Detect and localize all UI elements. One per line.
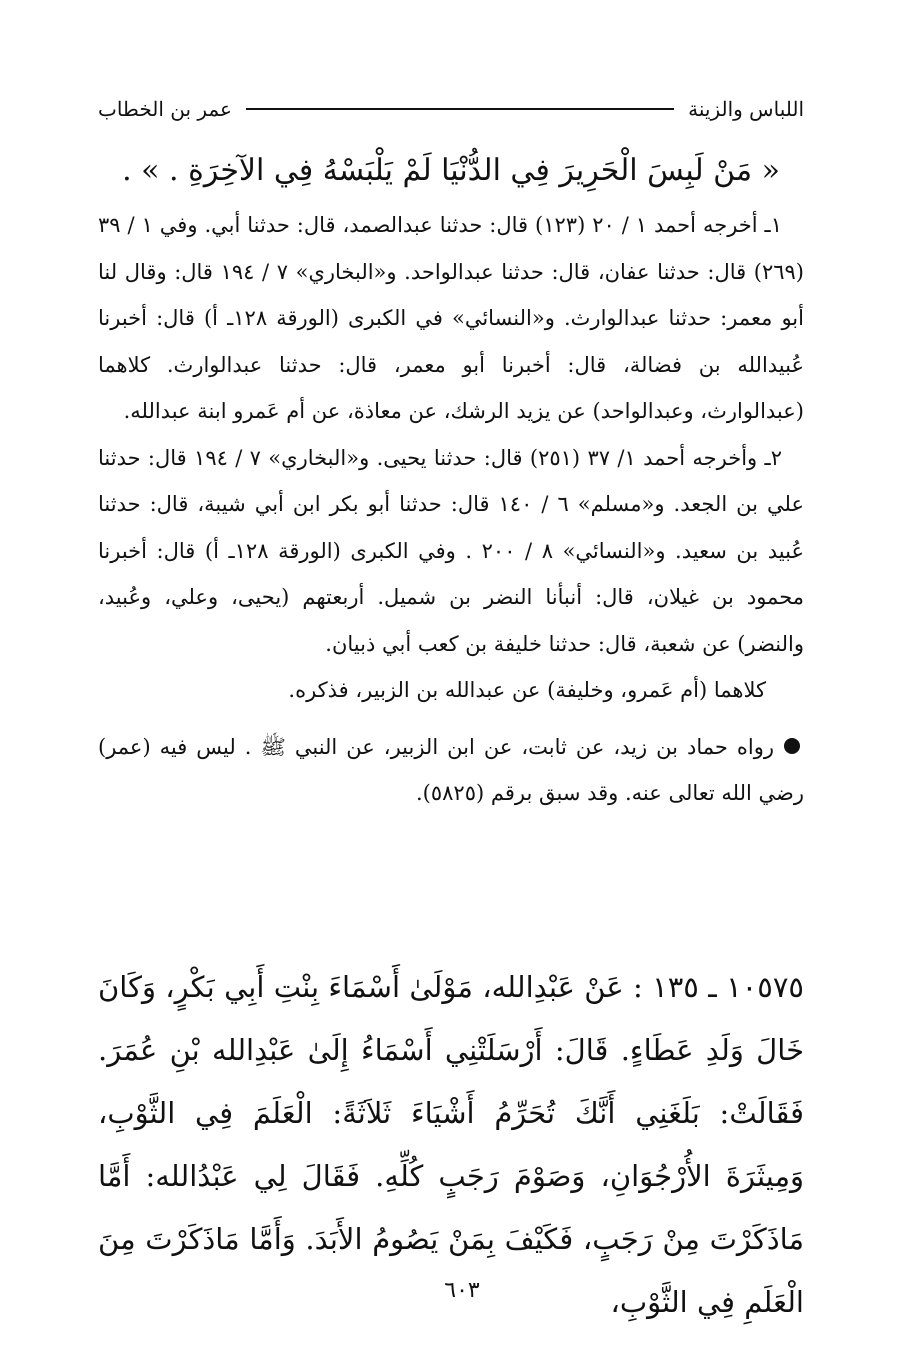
narration-note [98, 724, 804, 817]
note-paragraph-1: ١ـ أخرجه أحمد ١ / ٢٠ (١٢٣) قال: حدثنا عبدالصمد، قال: حدثنا أبي. وفي ١ / ٣٩ (٢٦٩) قال: حدثنا عفان، قال: حدثنا عبدالواحد. و«البخاري» ٧ / ١٩٤ قال: وقال لنا أبو معمر: حدثنا عبدالوارث. و«النسائي» في الكبرى (الورقة ١٢٨ـ أ) قال: أخبرنا عُبيدالله بن فضالة، قال: أخبرنا أبو معمر، قال: حدثنا عبدالوارث. كلاهما (عبدالوارث، وعبدالواحد) عن يزيد الرشك، عن معاذة، عن أم عَمرو ابنة عبدالله. [98, 213, 804, 423]
header-topic-title: عمر بن الخطاب [98, 97, 232, 121]
page-number: ٦٠٣ [444, 1278, 480, 1303]
takhrij-notes [98, 202, 804, 817]
hadith-text-continuation: « مَنْ لَبِسَ الْحَرِيرَ فِي الدُّنْيَا لَمْ يَلْبَسْهُ فِي الآخِرَةِ . » . [122, 153, 780, 188]
note-paragraph-2: ٢ـ وأخرجه أحمد ١/ ٣٧ (٢٥١) قال: حدثنا يحيى. و«البخاري» ٧ / ١٩٤ قال: حدثنا علي بن الجعد. و«مسلم» ٦ / ١٤٠ قال: حدثنا أبو بكر ابن أبي شيبة، قال: حدثنا عُبيد بن سعيد. و«النسائي» ٨ / ٢٠٠ . وفي الكبرى (الورقة ١٢٨ـ أ) قال: أخبرنا محمود بن غيلان، قال: أنبأنا النضر بن شميل. أربعتهم (يحيى، وعلي، وعُبيد، والنضر) عن شعبة، قال: حدثنا خليفة بن كعب أبي ذبيان. [98, 445, 804, 656]
narration-note-text: رواه حماد بن زيد، عن ثابت، عن ابن الزبير، عن النبي ﷺ . ليس فيه (عمر) رضي الله تعالى عنه. وقد سبق برقم (٥٨٢٥). [98, 734, 804, 805]
running-header [98, 92, 804, 126]
header-chapter-title: اللباس والزينة [688, 97, 804, 121]
hadith-text: ١٠٥٧٥ ـ ١٣٥ : عَنْ عَبْدِالله، مَوْلَىٰ أَسْمَاءَ بِنْتِ أَبِي بَكْرٍ، وَكَانَ خَالَ وَلَدِ عَطَاءٍ. قَالَ: أَرْسَلَتْنِي أَسْمَاءُ إِلَىٰ عَبْدِالله بْنِ عُمَرَ. فَقَالَتْ: بَلَغَنِي أَنَّكَ تُحَرِّمُ أَشْيَاءَ ثَلاَثَةً: الْعَلَمَ فِي الثَّوْبِ، وَمِيثَرَةَ الأُرْجُوَانِ، وَصَوْمَ رَجَبٍ كُلِّهِ. فَقَالَ لِي عَبْدُالله: أَمَّا مَاذَكَرْتَ مِنْ رَجَبٍ، فَكَيْفَ بِمَنْ يَصُومُ الأَبَدَ. وَأَمَّا مَاذَكَرْتَ مِنَ الْعَلَمِ فِي الثَّوْبِ، [98, 970, 804, 1319]
header-rule [246, 108, 674, 110]
note-paragraph-3: كلاهما (أم عَمرو، وخليفة) عن عبدالله بن الزبير، فذكره. [288, 678, 766, 702]
bullet-icon [784, 738, 800, 754]
